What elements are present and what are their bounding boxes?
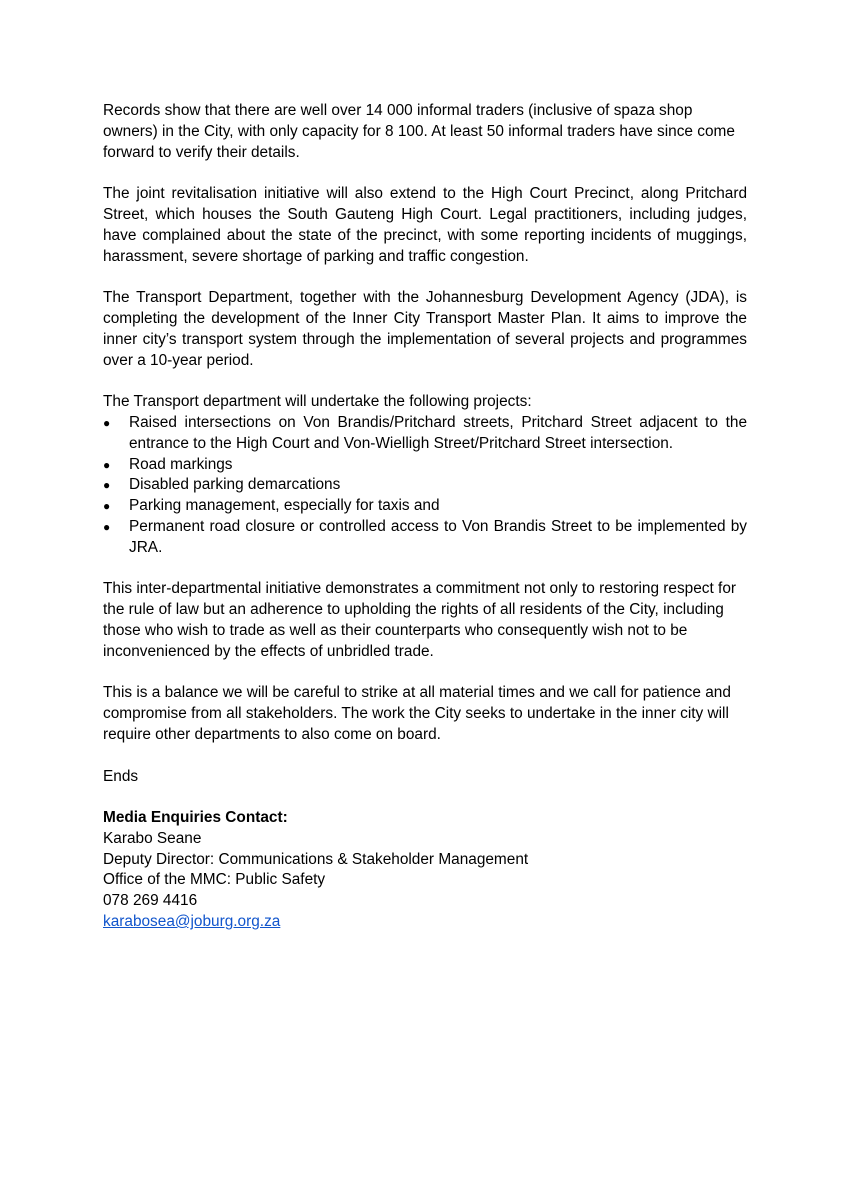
list-item-text: Disabled parking demarcations: [129, 476, 341, 494]
projects-list: [103, 413, 747, 559]
bullet-icon: ●: [103, 457, 111, 472]
contact-heading: Media Enquiries Contact:: [103, 809, 288, 827]
paragraph-projects-intro: The Transport department will undertake the following projects:: [103, 393, 532, 411]
list-item: [103, 455, 747, 476]
list-item-text: Permanent road closure or controlled access to Von Brandis Street to be implemented by JRA.: [129, 517, 747, 556]
document-page: [103, 101, 747, 933]
paragraph-high-court-precinct: The joint revitalisation initiative will also extend to the High Court Precinct, along Pritchard Street, which houses the South Gauteng High Court. Legal practitioners, including judges, have complained about the state of the precinct, with some reporting incidents of muggings, harassment, severe shortage of parking and traffic congestion.: [103, 185, 747, 265]
paragraph-inter-departmental: This inter-departmental initiative demonstrates a commitment not only to restoring respect for the rule of law but an adherence to upholding the rights of all residents of the City, including those who wish to trade as well as their counterparts who consequently wish not to be inconvenienced by the effects of unbridled trade.: [103, 580, 737, 660]
list-item: [103, 496, 747, 517]
list-item-text: Road markings: [129, 455, 233, 473]
list-item: [103, 517, 747, 559]
bullet-icon: ●: [103, 415, 111, 430]
contact-email-link[interactable]: karabosea@joburg.org.za: [103, 913, 281, 931]
paragraph-informal-traders: Records show that there are well over 14 000 informal traders (inclusive of spaza shop owners) in the City, with only capacity for 8 100. At least 50 informal traders have since come forward to verify their details.: [103, 102, 735, 161]
bullet-icon: ●: [103, 478, 111, 493]
list-item-text: Parking management, especially for taxis and: [129, 497, 440, 515]
contact-name: Karabo Seane: [103, 829, 202, 847]
list-item-text: Raised intersections on Von Brandis/Pritchard streets, Pritchard Street adjacent to the entrance to the High Court and Von-Wielligh Street/Pritchard Street intersection.: [129, 413, 747, 452]
list-item: [103, 475, 747, 496]
contact-phone: 078 269 4416: [103, 892, 198, 910]
contact-title: Deputy Director: Communications & Stakeholder Management: [103, 850, 529, 868]
paragraph-balance: This is a balance we will be careful to strike at all material times and we call for patience and compromise from all stakeholders. The work the City seeks to undertake in the inner city will require other departments to also come on board.: [103, 684, 731, 743]
bullet-icon: ●: [103, 499, 111, 514]
paragraph-transport-master-plan: The Transport Department, together with the Johannesburg Development Agency (JDA), is completing the development of the Inner City Transport Master Plan. It aims to improve the inner city’s transport system through the implementation of several projects and programmes over a 10-year period.: [103, 289, 747, 369]
contact-office: Office of the MMC: Public Safety: [103, 871, 326, 889]
media-contact-block: [103, 808, 747, 933]
list-item: [103, 413, 747, 455]
ends-marker: Ends: [103, 767, 139, 785]
bullet-icon: ●: [103, 519, 111, 534]
